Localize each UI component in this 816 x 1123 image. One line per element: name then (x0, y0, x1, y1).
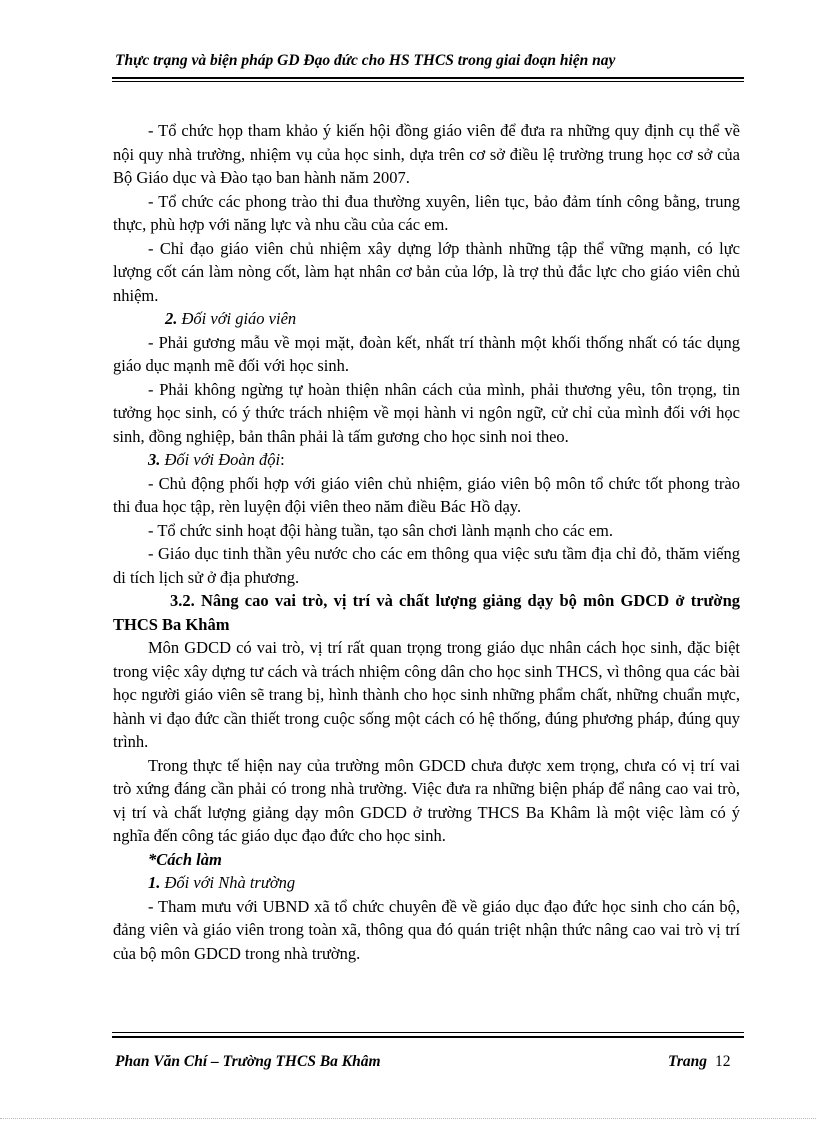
paragraph: - Chỉ đạo giáo viên chủ nhiệm xây dựng lớp thành những tập thể vững mạnh, có lực lượng cốt cán làm nòng cốt, làm hạt nhân cơ bản của lớp, là trợ thủ đắc lực cho giáo viên chủ nhiệm. (113, 238, 740, 305)
footer-rule (112, 1036, 744, 1038)
subheading-teachers (113, 307, 740, 331)
footer-author: Phan Văn Chí – Trường THCS Ba Khâm (115, 1053, 381, 1070)
subheading-union (113, 448, 740, 472)
footer-rule-thin (112, 1032, 744, 1033)
page-label: Trang (668, 1053, 708, 1070)
header-rule-thin (112, 81, 744, 82)
paragraph: - Phải gương mẫu về mọi mặt, đoàn kết, nhất trí thành một khối thống nhất có tác dụng giáo dục mạnh mẽ đối với học sinh. (113, 332, 740, 375)
paragraph: - Tổ chức họp tham khảo ý kiến hội đồng giáo viên để đưa ra những quy định cụ thể về nội quy nhà trường, nhiệm vụ của học sinh, dựa trên cơ sở điều lệ trường trung học cơ sở của Bộ Giáo dục và Đào tạo ban hành năm 2007. (113, 121, 740, 187)
paragraph: - Chủ động phối hợp với giáo viên chủ nhiệm, giáo viên bộ môn tổ chức tốt phong trào thi đua học tập, rèn luyện đội viên theo năm điều Bác Hồ dạy. (113, 473, 740, 516)
subheading-colon: : (280, 450, 285, 469)
paragraph: Trong thực tế hiện nay của trường môn GDCD chưa được xem trọng, chưa có vị trí vai trò xứng đáng cần phải có trong nhà trường. Việc đưa ra những biện pháp để nâng cao vai trò, vị trí và chất lượng giảng dạy môn GDCD ở trường THCS Ba Khâm là một việc làm có ý nghĩa đến công tác giáo dục đạo đức cho học sinh. (113, 755, 740, 845)
subheading-number: 1. (148, 873, 161, 892)
subheading-number: 3. (148, 450, 161, 469)
page-header-title: Thực trạng và biện pháp GD Đạo đức cho HS THCS trong giai đoạn hiện nay (115, 52, 616, 69)
footer-page (668, 1053, 731, 1071)
page-edge-divider (0, 1118, 816, 1119)
subheading-text: Đối với Đoàn đội (164, 450, 281, 469)
page-number: 12 (715, 1053, 731, 1070)
paragraph: - Tổ chức các phong trào thi đua thường xuyên, liên tục, bảo đảm tính công bằng, trung thực, phù hợp với năng lực và nhu cầu của các em. (113, 191, 740, 234)
subheading-text: Đối với Nhà trường (164, 873, 296, 892)
subheading-number: 2. (165, 309, 178, 328)
paragraph: - Tổ chức sinh hoạt đội hàng tuần, tạo sân chơi lành mạnh cho các em. (148, 520, 614, 540)
paragraph: Môn GDCD có vai trò, vị trí rất quan trọng trong giáo dục nhân cách học sinh, đặc biệt trong việc xây dựng tư cách và trách nhiệm công dân cho học sinh THCS, vì thông qua các bài học người giáo viên sẽ trang bị, hình thành cho học sinh những phẩm chất, những chuẩn mực, hành vi đạo đức cần thiết trong cuộc sống một cách có hệ thống, đúng phương pháp, đúng quy trình. (113, 638, 740, 751)
paragraph: - Phải không ngừng tự hoàn thiện nhân cách của mình, phải thương yêu, tôn trọng, tin tưởng học sinh, có ý thức trách nhiệm về mọi hành vi ngôn ngữ, cử chỉ của mình đối với học sinh, đồng nghiệp, bản thân phải là tấm gương cho học sinh noi theo. (113, 379, 740, 446)
method-heading: *Cách làm (148, 849, 222, 869)
subheading-text: Đối với giáo viên (181, 309, 297, 328)
paragraph: - Tham mưu với UBND xã tổ chức chuyên đề về giáo dục đạo đức học sinh cho cán bộ, đảng viên và giáo viên trong toàn xã, thông qua đó quán triệt nhận thức nâng cao vai trò vị trí của bộ môn GDCD trong nhà trường. (113, 896, 740, 963)
document-body (113, 119, 740, 965)
header-rule (112, 77, 744, 79)
subheading-school (113, 871, 740, 895)
paragraph: - Giáo dục tinh thần yêu nước cho các em thông qua việc sưu tầm địa chỉ đỏ, thăm viếng di tích lịch sử ở địa phương. (113, 544, 740, 587)
section-heading-3-2: 3.2. Nâng cao vai trò, vị trí và chất lượng giảng dạy bộ môn GDCD ở trường THCS Ba Khâm (113, 591, 740, 634)
